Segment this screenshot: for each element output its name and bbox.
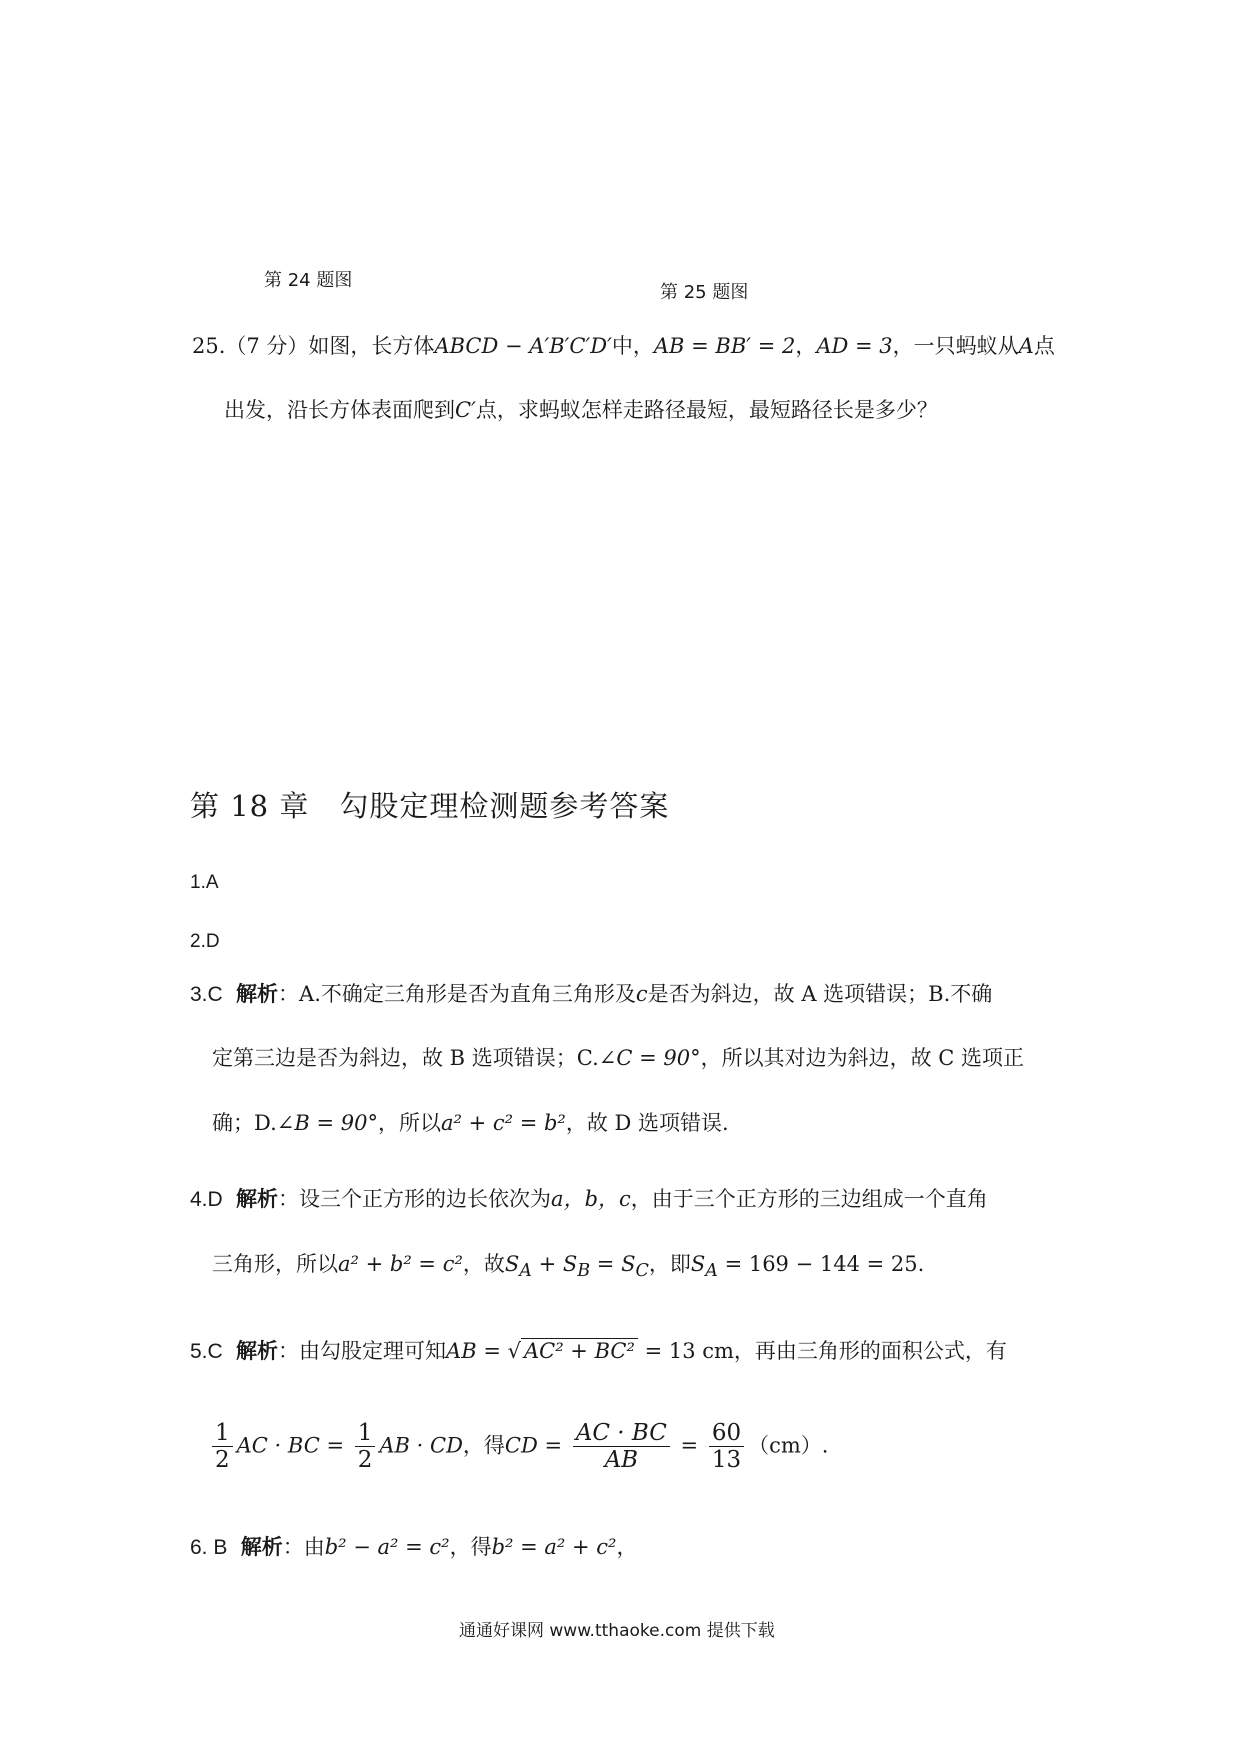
answer-5-line-1: 5.C 解析：由勾股定理可知AB = √ AC² + BC² = 13 cm，再由三角形的面积公式，有 <box>190 1338 1007 1363</box>
answer-text: ：设三个正方形的边长依次为 <box>278 1187 552 1211</box>
answer-3-line-3 <box>212 1113 729 1134</box>
fraction-result <box>709 1420 744 1474</box>
answer-text: 定第三边是否为斜边，故 B 选项错误；C. <box>212 1046 599 1070</box>
answer-text: ，故 D 选项错误. <box>565 1111 729 1135</box>
fraction-numerator: 1 <box>355 1420 376 1447</box>
analysis-label: 解析 <box>236 1338 279 1363</box>
answer-text: ，故 <box>462 1252 505 1276</box>
math-product: AC · BC = <box>236 1433 351 1458</box>
math-equation: b² − a² = c² <box>324 1535 450 1559</box>
answer-6-number: 6. B <box>190 1536 228 1559</box>
q25-ab-bb: AB = BB′ = 2 <box>653 334 796 358</box>
q25-text: 中， <box>611 334 654 358</box>
answer-4-number: 4.D <box>190 1188 223 1211</box>
question-25-line-2 <box>224 400 938 421</box>
q25-point-a: A <box>1018 334 1034 358</box>
answer-text: ，由于三个正方形的三边组成一个直角 <box>630 1187 988 1211</box>
math-s: S <box>621 1252 636 1276</box>
math-s: S <box>562 1252 578 1276</box>
answer-text: ，所以其对边为斜边，故 C 选项正 <box>700 1046 1025 1070</box>
footer-source: 通通好课网 www.tthaoke.com 提供下载 <box>459 1621 775 1641</box>
fraction-cd <box>573 1420 670 1474</box>
math-result: = 169 − 144 = 25. <box>717 1252 925 1276</box>
fraction-denominator: 2 <box>215 1447 230 1474</box>
math-angle-b: ∠B = 90° <box>276 1111 378 1135</box>
math-subscript: B <box>577 1261 591 1282</box>
analysis-label: 解析 <box>236 1186 279 1211</box>
answer-text: ，所以 <box>377 1111 441 1135</box>
answer-text: ：由勾股定理可知 <box>278 1339 447 1363</box>
math-abc: a，b，c <box>551 1187 631 1211</box>
answer-5-number: 5.C <box>190 1340 223 1363</box>
fraction-denominator: 13 <box>711 1447 742 1474</box>
math-angle-c: ∠C = 90° <box>598 1046 701 1070</box>
math-s: S <box>690 1252 706 1276</box>
math-subscript: A <box>519 1261 532 1282</box>
math-op: + <box>531 1252 563 1276</box>
question-25-line-1 <box>192 336 1055 357</box>
fraction-one-half <box>212 1420 233 1474</box>
q25-text: 25.（7 分）如图，长方体 <box>192 334 435 358</box>
fraction-one-half <box>355 1420 376 1474</box>
answer-3-line-2 <box>212 1048 1024 1069</box>
figure-24-caption: 第 24 题图 <box>264 270 353 291</box>
fraction-numerator: 60 <box>709 1420 744 1447</box>
answer-3-number: 3.C <box>190 983 223 1006</box>
math-ab: AB = <box>446 1339 508 1363</box>
math-equation: a² + b² = c² <box>338 1252 463 1276</box>
analysis-label: 解析 <box>236 981 279 1006</box>
math-op: = <box>590 1252 622 1276</box>
math-equation: b² = a² + c² <box>491 1535 617 1559</box>
q25-ad: AD = 3 <box>816 334 893 358</box>
answer-2: 2.D <box>190 931 220 952</box>
q25-text: 点 <box>1033 334 1055 358</box>
math-cd: CD = <box>504 1433 569 1458</box>
q25-text: 点，求蚂蚁怎样走路径最短，最短路径长是多少？ <box>475 398 938 422</box>
answer-text: 确；D. <box>212 1111 277 1135</box>
q25-text: ，一只蚂蚁从 <box>892 334 1019 358</box>
math-subscript: A <box>705 1261 718 1282</box>
math-equation: a² + c² = b² <box>440 1111 566 1135</box>
math-product: AB · CD <box>379 1433 463 1458</box>
fraction-denominator: AB <box>604 1447 639 1474</box>
q25-text: ， <box>795 334 817 358</box>
answer-text: ， <box>616 1535 638 1559</box>
fraction-numerator: 1 <box>212 1420 233 1447</box>
answer-text: ：A.不确定三角形是否为直角三角形及 <box>278 982 636 1006</box>
answer-4-line-1 <box>190 1188 988 1210</box>
answer-text: ：由 <box>282 1535 325 1559</box>
analysis-label: 解析 <box>240 1534 283 1559</box>
answer-4-line-2 <box>212 1254 924 1281</box>
math-sqrt-radicand: AC² + BC² <box>521 1338 638 1363</box>
figure-25-caption: 第 25 题图 <box>660 282 749 303</box>
answer-text: （cm）. <box>748 1433 829 1458</box>
answer-3-line-1 <box>190 983 992 1005</box>
q25-text: 出发，沿长方体表面爬到 <box>224 398 455 422</box>
answer-text: ，得 <box>462 1433 505 1458</box>
answer-6-line-1 <box>190 1536 637 1558</box>
math-op: = <box>673 1433 705 1458</box>
math-s: S <box>504 1252 520 1276</box>
answer-text: = 13 cm，再由三角形的面积公式，有 <box>637 1339 1007 1363</box>
q25-point-c-prime: C′ <box>455 398 476 422</box>
fraction-denominator: 2 <box>357 1447 373 1474</box>
answer-5-line-2 <box>208 1420 828 1474</box>
answer-text: ，得 <box>449 1535 492 1559</box>
answer-text: 是否为斜边，故 A 选项错误；B.不确 <box>647 982 993 1006</box>
fraction-numerator: AC · BC <box>573 1420 670 1447</box>
chapter-title: 第 18 章 勾股定理检测题参考答案 <box>190 789 670 823</box>
q25-box-name: ABCD − A′B′C′D′ <box>434 334 612 358</box>
answer-text: ，即 <box>648 1252 691 1276</box>
answer-text: 三角形，所以 <box>212 1252 338 1276</box>
answer-1: 1.A <box>190 872 219 893</box>
math-subscript: C <box>635 1261 649 1282</box>
math-c: c <box>635 982 648 1006</box>
